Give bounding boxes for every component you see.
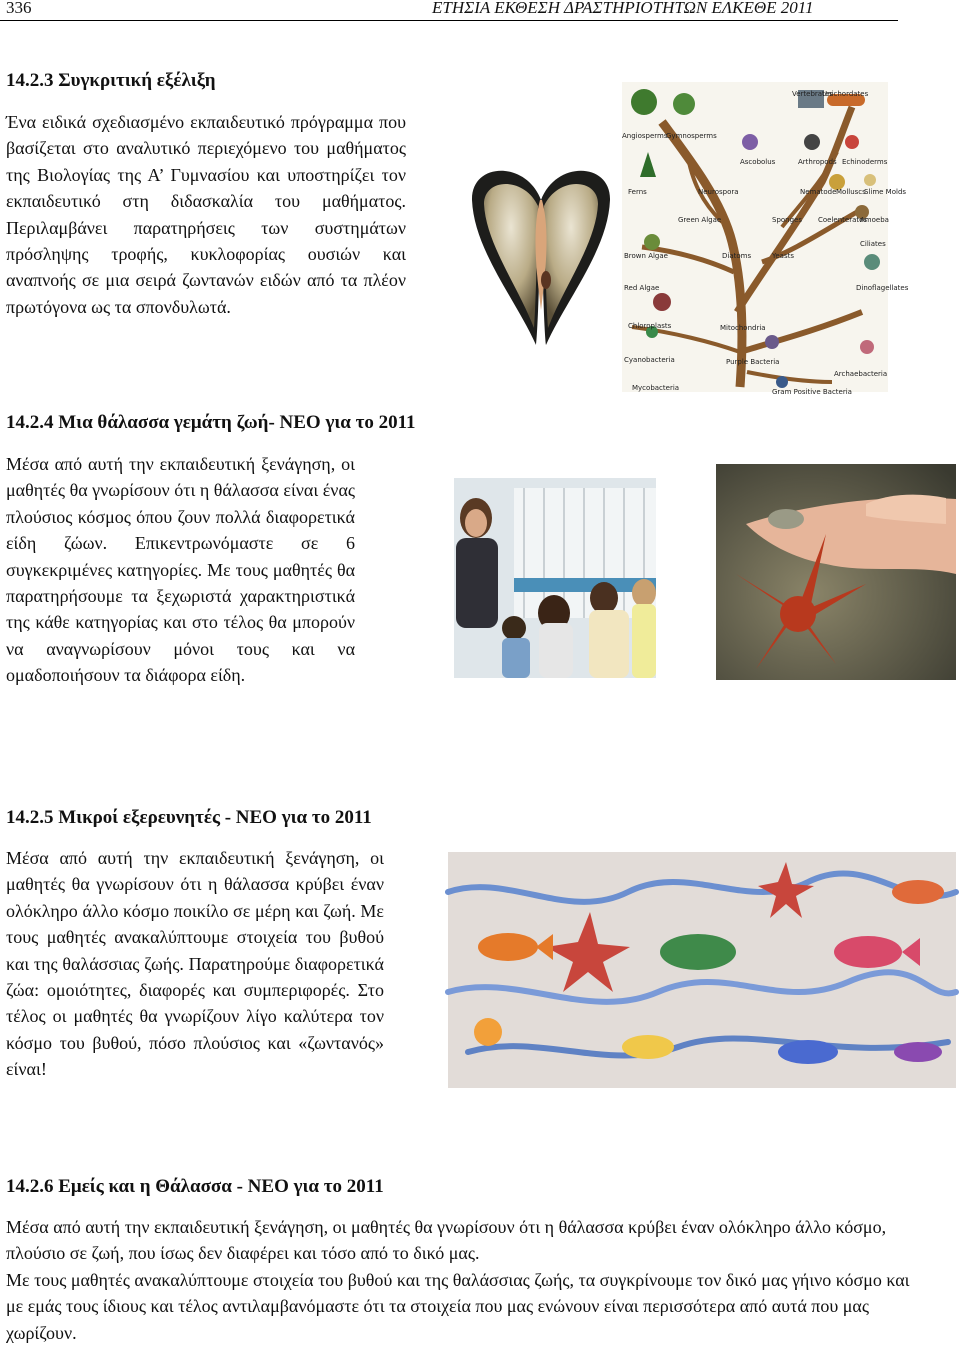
sea-painting-illustration (448, 852, 956, 1088)
section-body-14-2-6-para-1: Μέσα από αυτή την εκπαιδευτική ξενάγηση, οι μαθητές θα γνωρίσουν ότι η θάλασσα κρύβει έναν ολόκληρο άλλο κόσμο, πλούσιο σε ζωή, που ίσως δεν διαφέρει και τόσο από το δικό μας. (6, 1217, 887, 1264)
header-rule (0, 20, 898, 21)
children-painting-photo (448, 852, 956, 1088)
tree-label: Gymnosperms (666, 132, 717, 140)
tree-label: Red Algae (624, 284, 660, 292)
tree-label: Molluscs (836, 188, 866, 196)
tree-label: Ascobolus (740, 158, 776, 166)
mussel-shell-illustration (466, 160, 616, 350)
page-number: 336 (6, 0, 32, 17)
tree-of-life-illustration (622, 82, 909, 396)
tree-label: Gram Positive Bacteria (772, 388, 852, 396)
classroom-illustration (454, 478, 656, 678)
mussel-shell-photo (466, 160, 616, 350)
tree-label: Chloroplasts (628, 322, 672, 330)
tree-label: Unichordates (822, 90, 869, 98)
tree-of-life-diagram (622, 82, 909, 396)
tree-label: Sponges (772, 216, 803, 224)
starfish-illustration (716, 464, 956, 680)
tree-label: Ciliates (860, 240, 886, 248)
tree-label: Brown Algae (624, 252, 668, 260)
tree-label: Amoeba (860, 216, 889, 224)
tree-label: Ferns (628, 188, 647, 196)
section-heading-14-2-6: 14.2.6 Εμείς και η Θάλασσα - ΝΕΟ για το 2011 (6, 1176, 384, 1197)
tree-label: Dinoflagellates (856, 284, 909, 292)
section-body-14-2-4: Μέσα από αυτή την εκπαιδευτική ξενάγηση, οι μαθητές θα γνωρίσουν ότι η θάλασσα είναι ένας πλούσιος κόσμος όπου ζουν πολλά διαφορετικά είδη ζώων. Επικεντρωνόμαστε σε 6 συγκεκριμένες κατηγορίες. Με τους μαθητές θα παρατηρήσουμε τα ξεχωριστά χαρακτηριστικά της κάθε κατηγορίας και στο τέλος θα μπορούν να αναγνωρίσουν μόνοι τους και να ομαδοποιήσουν τα διάφορα είδη. (6, 454, 355, 686)
tree-label: Archaebacteria (834, 370, 888, 378)
tree-label: Cyanobacteria (624, 356, 675, 364)
tree-label: Mitochondria (720, 324, 766, 332)
tree-label: Neurospora (698, 188, 739, 196)
tree-label: Slime Molds (864, 188, 907, 196)
tree-label: Green Algae (678, 216, 722, 224)
tree-label: Yeasts (772, 252, 794, 260)
section-body-14-2-5: Μέσα από αυτή την εκπαιδευτική ξενάγηση, οι μαθητές θα γνωρίσουν ότι η θάλασσα κρύβει έναν ολόκληρο άλλο κόσμο ποικίλο σε μέρη και ζωή. Με τους μαθητές ανακαλύπτουμε στοιχεία του βυθού και της θαλάσσιας ζωής. Παρατηρούμε διαφορετικά ζώα: ομοιότητες, διαφορές και συμπεριφορές. Στο τέλος οι μαθητές θα γνωρίζουν λίγο καλύτερα τον κόσμο του βυθού, πόσο πλούσιος και «ζωντανός» είναι! (6, 848, 384, 1080)
section-body-14-2-3: Ένα ειδικά σχεδιασμένο εκπαιδευτικό πρόγραμμα που βασίζεται στο αναλυτικό περιεχόμενο του μαθήματος της Βιολογίας της Α’ Γυμνασίου και υποστηρίζει τον εκπαιδευτικό στη διδασκαλία του μαθήματος. Περιλαμβάνει παρατηρήσεις των συστημάτων πρόσληψης τροφής, κυκλοφορίας ουσιών και αναπνοής σε μια σειρά ζωντανών ειδών από τα πλέον πρωτόγονα ως τα σπονδυλωτά. (6, 112, 406, 317)
running-title: ΕΤΗΣΙΑ ΕΚΘΕΣΗ ΔΡΑΣΤΗΡΙΟΤΗΤΩΝ ΕΛΚΕΘΕ 2011 (432, 0, 814, 17)
tree-label: Echinoderms (842, 158, 888, 166)
tree-label: Mycobacteria (632, 384, 680, 392)
section-heading-14-2-5: 14.2.5 Μικροί εξερευνητές - ΝΕΟ για το 2011 (6, 807, 372, 828)
classroom-photo (454, 478, 656, 678)
tree-label: Purple Bacteria (726, 358, 780, 366)
tree-label: Diatoms (722, 252, 752, 260)
tree-label: Angiosperms (622, 132, 668, 140)
tree-label: Arthropods (798, 158, 837, 166)
tree-label: Coelenterates (818, 216, 868, 224)
section-body-14-2-6-para-2: Με τους μαθητές ανακαλύπτουμε στοιχεία του βυθού και της θαλάσσιας ζωής, τα συγκρίνουμε τον δικό μας γήινο κόσμο και με εμάς τους ίδιους και τέλος αντιλαμβανόμαστε ότι τα στοιχεία που μας ενώνουν είναι περισσότερα από αυτά που μας χωρίζουν. (6, 1270, 910, 1343)
section-heading-14-2-3: 14.2.3 Συγκριτική εξέλιξη (6, 70, 216, 91)
tree-label: Nematode (800, 188, 837, 196)
tree-label: Vertebrates (792, 90, 833, 98)
starfish-photo (716, 464, 956, 680)
section-heading-14-2-4: 14.2.4 Μια θάλασσα γεμάτη ζωή- ΝΕΟ για το 2011 (6, 412, 416, 433)
